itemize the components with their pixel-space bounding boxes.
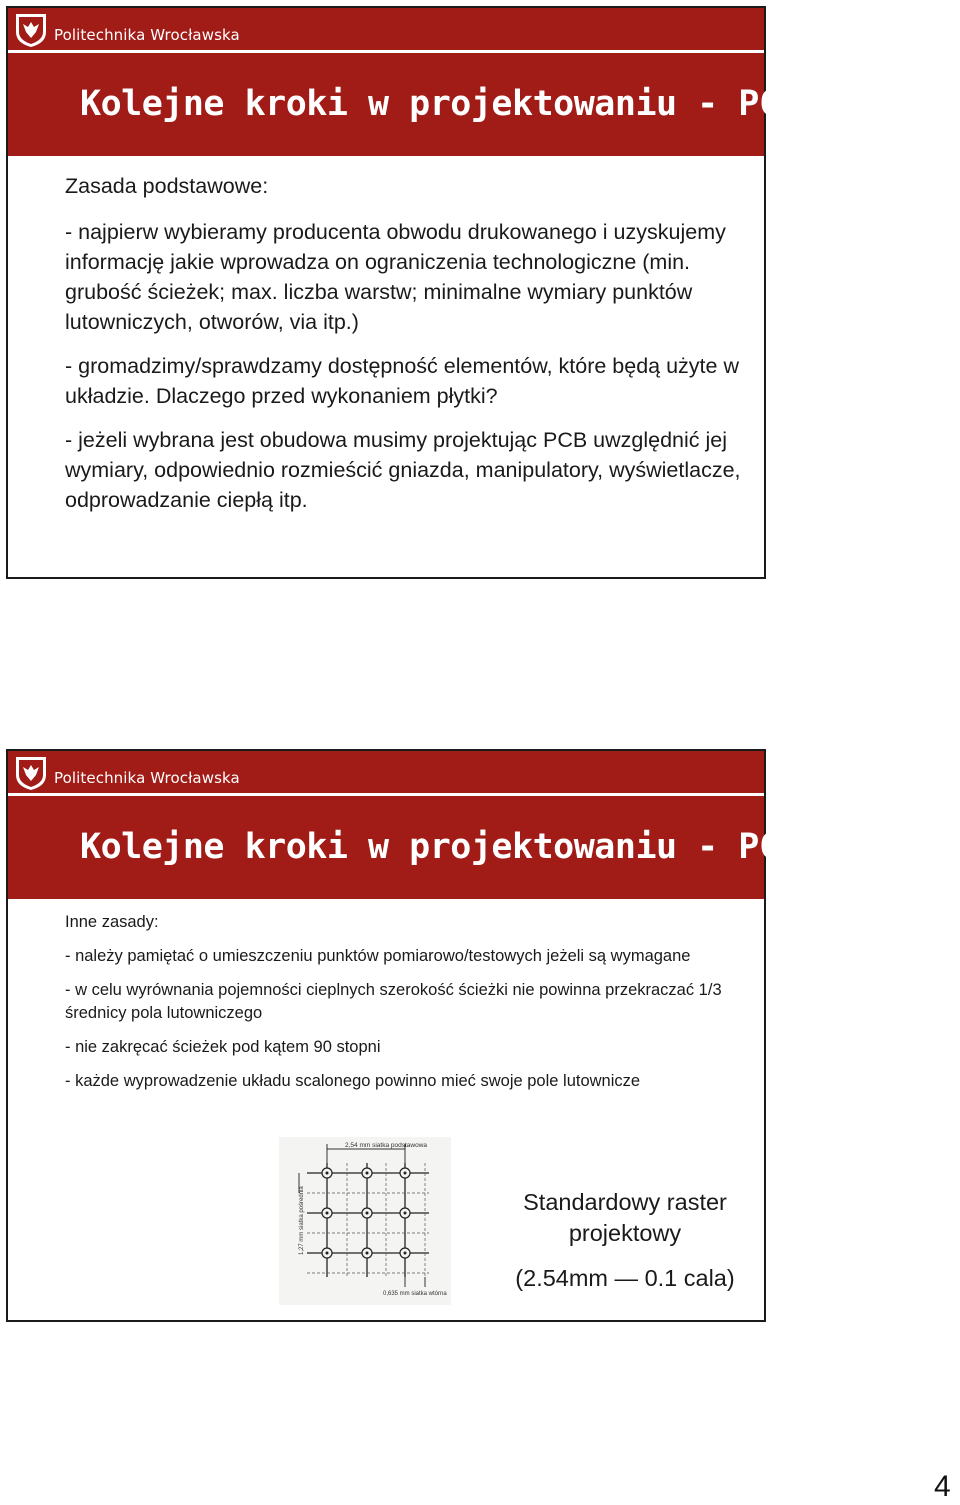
- bullet-paragraph: - nie zakręcać ścieżek pod kątem 90 stopni: [65, 1038, 381, 1056]
- slide-body: [65, 911, 755, 1104]
- caption-dimension: (2.54mm — 0.1 cala): [515, 1265, 735, 1291]
- intro-line: Inne zasady:: [65, 913, 159, 931]
- slide-2: [6, 749, 801, 1322]
- figure-label-top: 2,54 mm siatka podstawowa: [345, 1142, 428, 1149]
- bullet-paragraph: - gromadzimy/sprawdzamy dostępność elementów, które będą użyte w układzie. Dlaczego przed wykonaniem płytki?: [65, 354, 739, 408]
- bullet-paragraph: - każde wyprowadzenie układu scalonego powinno mieć swoje pole lutownicze: [65, 1072, 641, 1090]
- figure-caption: [500, 1187, 750, 1294]
- page-number: 4: [934, 1470, 951, 1503]
- bullet-paragraph: - najpierw wybieramy producenta obwodu drukowanego i uzyskujemy informację jakie wprowadza on ograniczenia technologiczne (min. grubość ścieżek; max. liczba warstw; minimalne wymiary punktów lutowniczych, otworów, via itp.): [65, 220, 726, 334]
- slide-header: [8, 8, 801, 156]
- slide-1: [6, 6, 801, 579]
- bullet-paragraph: - w celu wyrównania pojemności cieplnych szerokość ścieżki nie powinna przekraczać 1/3 średnicy pola lutowniczego: [65, 981, 722, 1022]
- university-name: Politechnika Wrocławska: [54, 769, 240, 787]
- bullet-paragraph: - należy pamiętać o umieszczeniu punktów pomiarowo/testowych jeżeli są wymagane: [65, 947, 691, 965]
- university-crest-icon: [14, 12, 48, 48]
- slide-body: [65, 171, 745, 529]
- caption-title: Standardowy raster projektowy: [523, 1189, 727, 1246]
- university-crest-icon: [14, 755, 48, 791]
- bullet-paragraph: - jeżeli wybrana jest obudowa musimy projektując PCB uwzględnić jej wymiary, odpowiednio rozmieścić gniazda, manipulatory, wyświetlacze, odprowadzanie ciepłą itp.: [65, 428, 741, 512]
- figure-label-bottom: 0,635 mm siatka wtórna: [383, 1291, 447, 1297]
- slide-header: [8, 751, 801, 899]
- university-name: Politechnika Wrocławska: [54, 26, 240, 44]
- raster-grid-figure: [279, 1137, 451, 1305]
- header-divider: [8, 50, 764, 53]
- slide-title: Kolejne kroki w projektowaniu - PCB: [80, 84, 801, 124]
- intro-line: Zasada podstawowe:: [65, 174, 269, 198]
- slide-title: Kolejne kroki w projektowaniu - PCB: [80, 827, 801, 867]
- figure-label-left: 1,27 mm siatka pośrednia: [299, 1186, 305, 1255]
- header-divider: [8, 793, 764, 796]
- raster-grid-drawing: [279, 1137, 451, 1305]
